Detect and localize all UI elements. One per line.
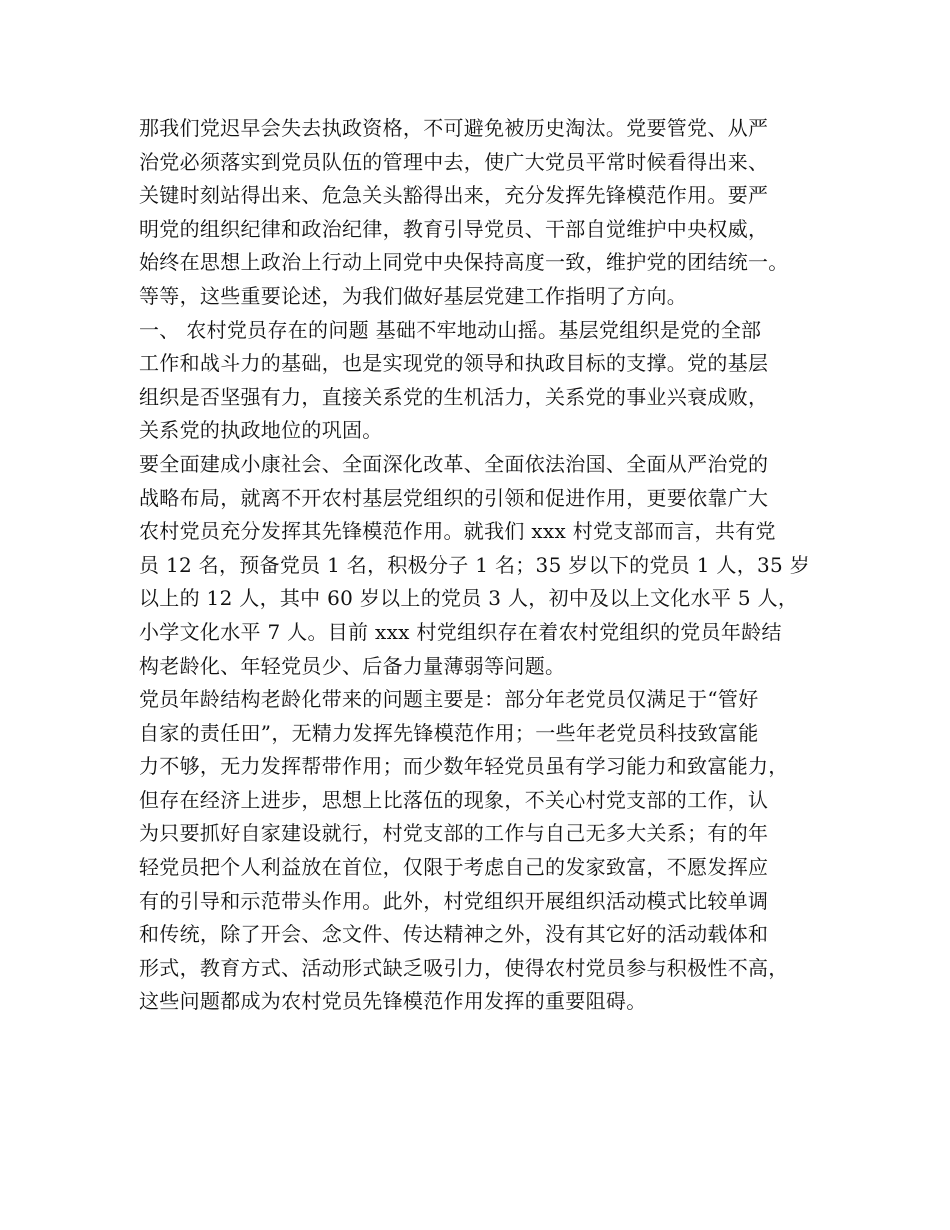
text-line: 这些问题都成为农村党员先锋模范作用发挥的重要阻碍。 [139,989,647,1014]
text-line: 员 12 名，预备党员 1 名，积极分子 1 名；35 岁以下的党员 1 人，35 岁 [139,552,810,577]
text-line: 形式，教育方式、活动形式缺乏吸引力，使得农村党员参与积极性不高， [139,955,789,980]
text-line: 治党必须落实到党员队伍的管理中去，使广大党员平常时候看得出来、 [139,149,769,174]
text-line: 轻党员把个人利益放在首位，仅限于考虑自己的发家致富，不愿发挥应 [139,855,769,880]
text-line: 那我们党迟早会失去执政资格，不可避免被历史淘汰。党要管党、从严 [139,116,769,140]
text-line: 战略布局，就离不开农村基层党组织的引领和促进作用，更要依靠广大 [139,485,769,510]
text-line: 明党的组织纪律和政治纪律，教育引导党员、干部自觉维护中央权威， [139,216,769,241]
text-line: 关系党的执政地位的巩固。 [139,418,383,443]
text-line: 但存在经济上进步，思想上比落伍的现象，不关心村党支部的工作，认 [139,787,769,812]
text-line: 农村党员充分发挥其先锋模范作用。就我们 xxx 村党支部而言，共有党 [139,519,776,544]
text-line: 要全面建成小康社会、全面深化改革、全面依法治国、全面从严治党的 [139,451,769,476]
text-line: 自家的责任田”，无精力发挥先锋模范作用；一些年老党员科技致富能 [139,720,759,745]
text-line: 组织是否坚强有力，直接关系党的生机活力，关系党的事业兴衰成败， [139,384,769,409]
text-line: 始终在思想上政治上行动上同党中央保持高度一致，维护党的团结统一。 [139,250,789,275]
section-heading-line: 一、 农村党员存在的问题 基础不牢地动山摇。基层党组织是党的全部 [139,317,762,342]
text-line: 以上的 12 人，其中 60 岁以上的党员 3 人，初中及以上文化水平 5 人， [139,586,799,611]
text-line: 为只要抓好自家建设就行，村党支部的工作与自己无多大关系；有的年 [139,821,769,846]
text-line: 关键时刻站得出来、危急关头豁得出来，充分发挥先锋模范作用。要严 [139,183,769,208]
text-line: 和传统，除了开会、念文件、传达精神之外，没有其它好的活动载体和 [139,922,769,947]
text-line: 构老龄化、年轻党员少、后备力量薄弱等问题。 [139,653,566,678]
text-line: 有的引导和示范带头作用。此外，村党组织开展组织活动模式比较单调 [139,888,769,913]
document-body-text [139,112,839,1019]
text-line: 力不够，无力发挥帮带作用；而少数年轻党员虽有学习能力和致富能力， [139,754,789,779]
text-line: 工作和战斗力的基础，也是实现党的领导和执政目标的支撑。党的基层 [139,351,769,376]
text-line: 党员年龄结构老龄化带来的问题主要是：部分年老党员仅满足于“管好 [139,687,759,712]
text-line: 等等，这些重要论述，为我们做好基层党建工作指明了方向。 [139,283,688,308]
text-line: 小学文化水平 7 人。目前 xxx 村党组织存在着农村党组织的党员年龄结 [139,619,782,644]
